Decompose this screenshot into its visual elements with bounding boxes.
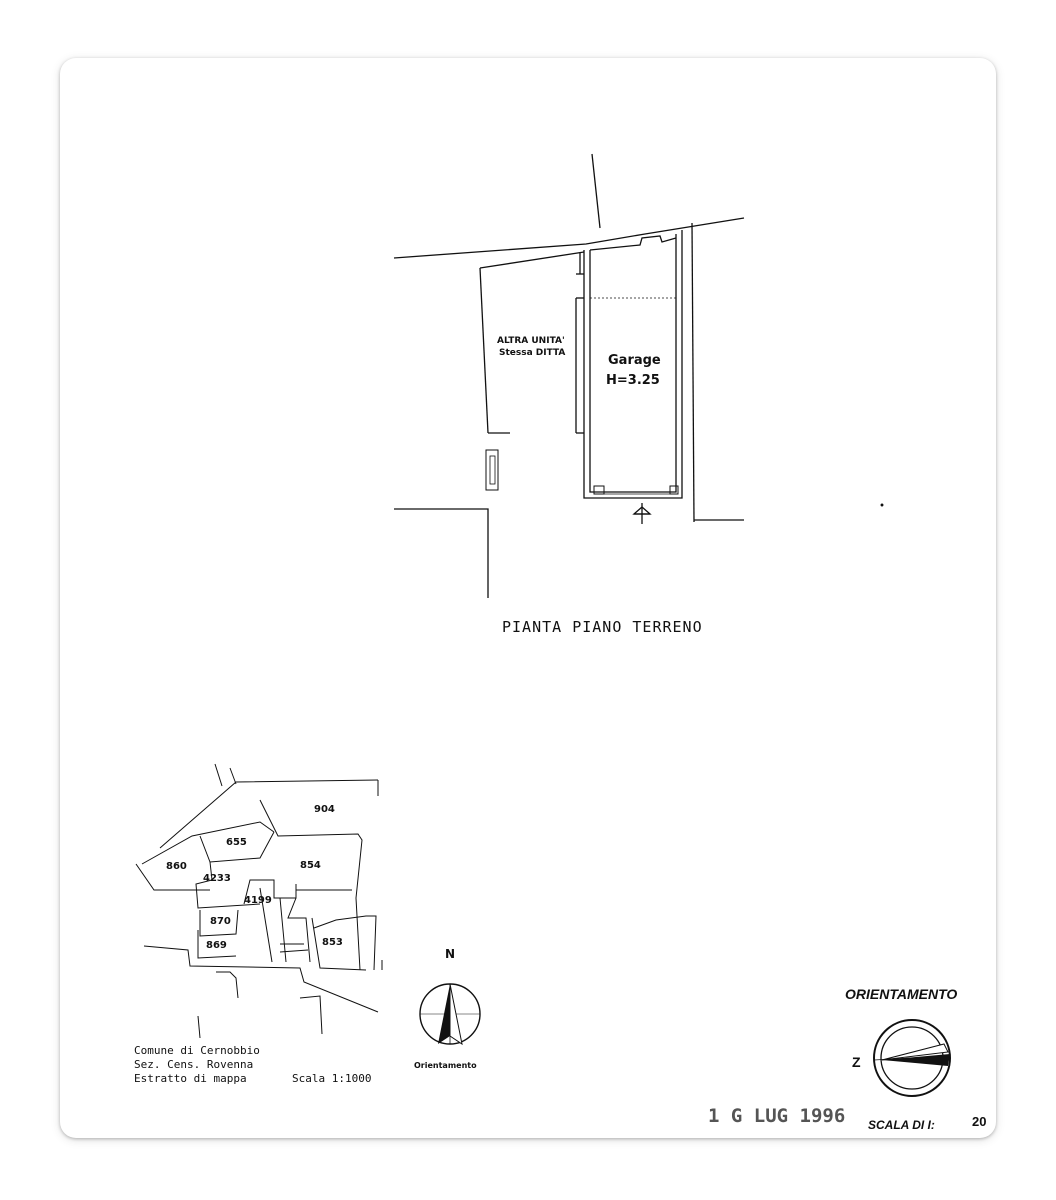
adjacent-unit-label-line2: Stessa DITTA [499,348,566,358]
compass-icon [874,1020,950,1096]
parcel-label: 853 [322,937,343,948]
north-arrow-icon [420,984,480,1044]
floor-plan-sheet [60,58,996,1138]
parcel-label: 870 [210,916,231,927]
adjacent-unit-label-line1: ALTRA UNITA' [497,336,565,346]
compass-letter: Z [852,1054,861,1070]
parcel-label: 869 [206,940,227,951]
room-height: H=3.25 [606,373,660,388]
document-card [60,58,996,1138]
map-caption-line2: Sez. Cens. Rovenna [134,1058,254,1071]
room-name: Garage [608,353,661,368]
map-caption-scale: Scala 1:1000 [292,1072,372,1085]
parcel-label: 4233 [203,873,231,884]
north-arrow-label: Orientamento [414,1061,477,1070]
orientation-label: ORIENTAMENTO [845,986,958,1002]
parcel-label: 904 [314,804,335,815]
scale-value: 20 [972,1114,987,1129]
plan-title: PIANTA PIANO TERRENO [502,618,703,636]
north-letter: N [445,947,456,961]
parcel-label: 860 [166,861,187,872]
map-caption-line1: Comune di Cernobbio [134,1044,260,1057]
scale-label: SCALA DI I: [868,1118,935,1132]
parcel-label: 4199 [244,895,272,906]
parcel-label: 655 [226,837,247,848]
date-stamp: 1 G LUG 1996 [708,1105,846,1127]
map-caption-line3: Estratto di mappa [134,1072,247,1085]
parcel-label: 854 [300,860,321,871]
